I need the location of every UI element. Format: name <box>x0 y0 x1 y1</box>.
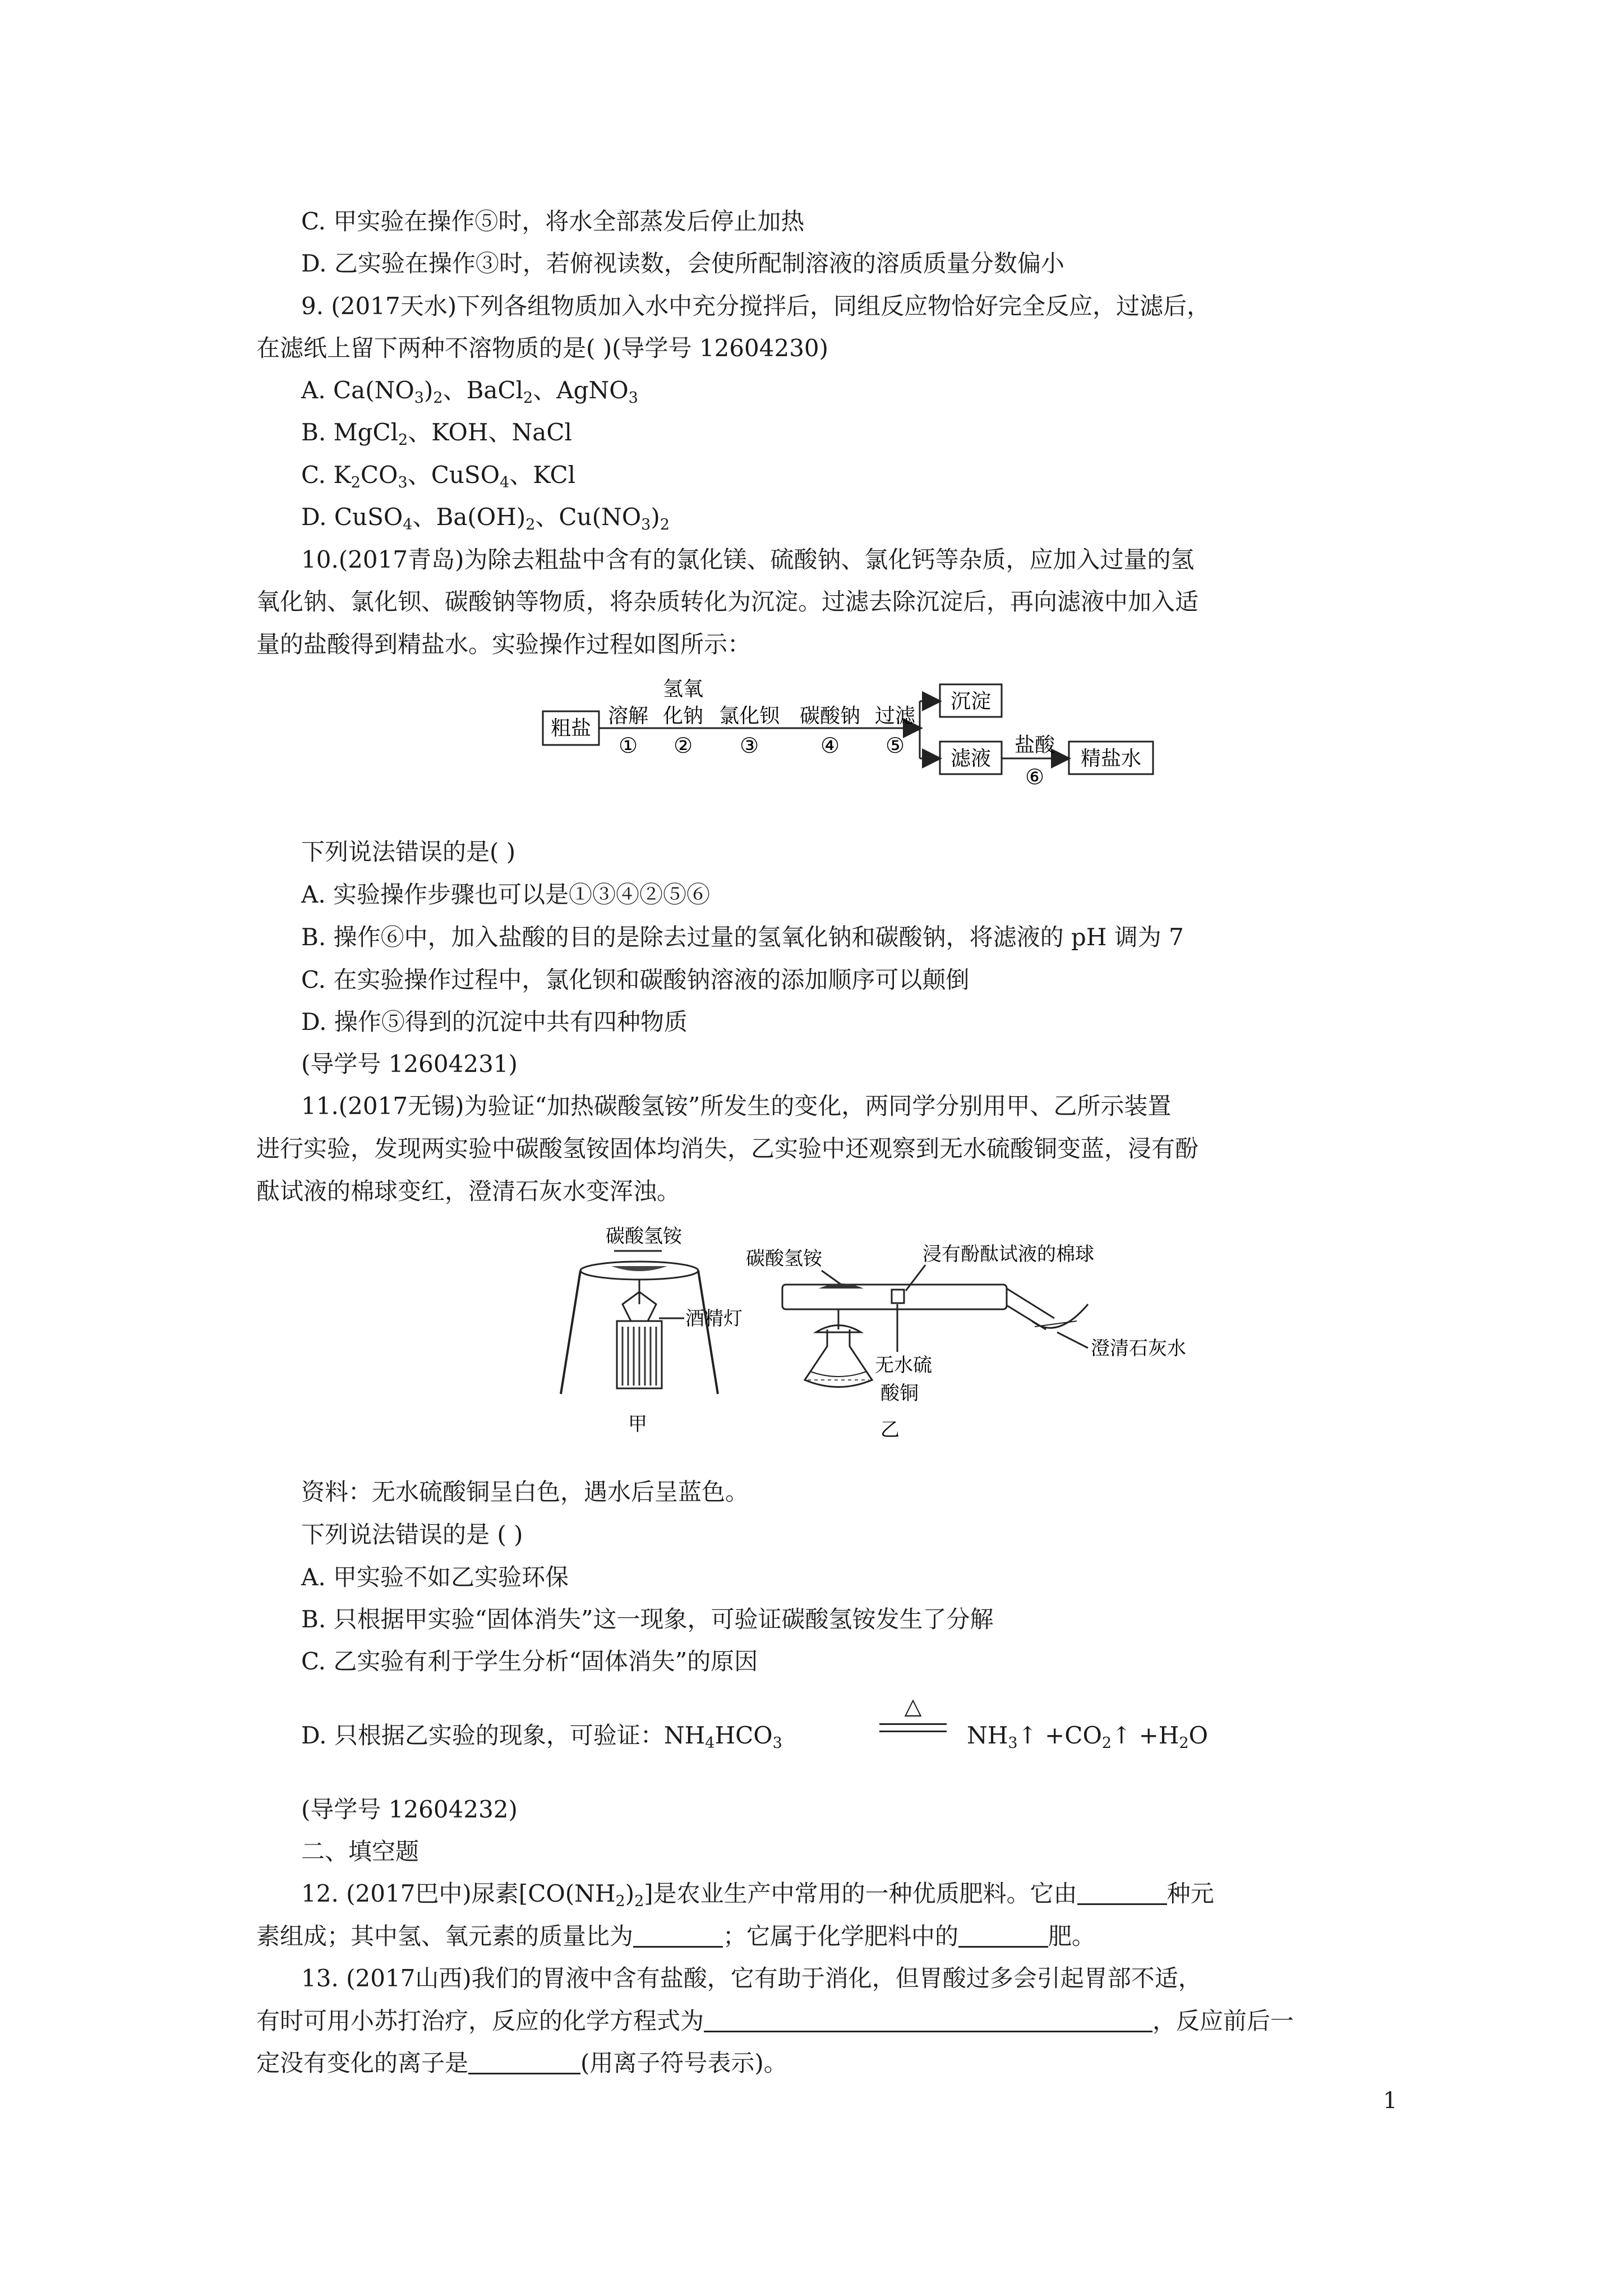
yi-top-label: 碳酸氢铵 <box>746 1248 822 1270</box>
yi-cuso4-label-1: 无水硫 <box>875 1354 932 1377</box>
q12-line2: 素组成；其中氢、氧元素的质量比为 ；它属于化学肥料中的 肥。 <box>256 1922 1096 1950</box>
flow-precipitate-box: 沉淀 <box>950 690 992 713</box>
flow-step3-num: ③ <box>739 733 759 758</box>
page-number: 1 <box>1383 2088 1398 2114</box>
q11-ref: (导学号 12604232) <box>301 1796 518 1823</box>
q12-line1: 12. (2017巴中)尿素$[CO(NH_2)_2]$是农业生产中常用的一种优质肥料。它由 种元 <box>301 1880 1214 1910</box>
q10-ref: (导学号 12604231) <box>301 1050 518 1078</box>
jia-top-label: 碳酸氢铵 <box>606 1225 682 1248</box>
q11-stem-line1: 11.(2017无锡)为验证“加热碳酸氢铵”所发生的变化，两同学分别用甲、乙所示装置 <box>301 1092 1172 1120</box>
q13-line2: 有时可用小苏打治疗，反应的化学方程式为 ，反应前后一 <box>256 2007 1294 2035</box>
flow-step1-num: ① <box>618 733 638 758</box>
q11-question: 下列说法错误的是 ( ) <box>301 1521 523 1548</box>
q9-option-b: B. MgCl$_2$、KOH、NaCl <box>301 418 572 449</box>
q13-line1: 13. (2017山西)我们的胃液中含有盐酸，它有助于消化，但胃酸过多会引起胃部不适， <box>301 1964 1202 1992</box>
yi-cotton-label: 浸有酚酞试液的棉球 <box>923 1243 1094 1266</box>
q12-blank-2[interactable] <box>633 1924 723 1948</box>
q9-option-a: A. $Ca(NO_3)_2$、BaCl$_2$、AgNO$_3$ <box>301 376 638 407</box>
q10-option-b: B. 操作⑥中，加入盐酸的目的是除去过量的氢氧化钠和碳酸钠，将滤液的 pH 调为 7 <box>301 923 1184 951</box>
flow-step2-label-top: 氢氧 <box>662 678 704 701</box>
flow-step2-label: 化钠 <box>662 705 704 728</box>
q10-stem-line2: 氧化钠、氯化钡、碳酸钠等物质，将杂质转化为沉淀。过滤去除沉淀后，再向滤液中加入适 <box>256 588 1199 615</box>
q12-blank-1[interactable] <box>1077 1881 1167 1905</box>
flow-step1-label: 溶解 <box>607 705 649 728</box>
q13-line3: 定没有变化的离子是 (用离子符号表示)。 <box>256 2049 787 2077</box>
flow-step5-num: ⑤ <box>885 733 905 758</box>
flow-step5-label: 过滤 <box>874 705 916 728</box>
flow-step3-label: 氯化钡 <box>718 705 780 728</box>
q13-blank-1[interactable] <box>704 2008 1152 2032</box>
q10-option-d: D. 操作⑤得到的沉淀中共有四种物质 <box>301 1008 688 1036</box>
q10-option-c: C. 在实验操作过程中，氯化钡和碳酸钠溶液的添加顺序可以颠倒 <box>301 966 970 993</box>
q10-question: 下列说法错误的是( ) <box>301 838 516 866</box>
salt-purification-flowchart <box>538 662 1166 808</box>
yi-name: 乙 <box>880 1419 900 1441</box>
q9-option-d: D. CuSO$_4$、$Ba(OH)_2$、$Cu(NO_3)_2$ <box>301 503 670 533</box>
yi-cuso4-label-2: 酸铜 <box>880 1382 919 1405</box>
flow-step4-label: 碳酸钠 <box>799 705 861 728</box>
q11-option-d: D. 只根据乙实验的现象，可验证：$NH_4HCO_3$ <box>301 1722 782 1752</box>
q11-option-b: B. 只根据甲实验“固体消失”这一现象，可验证碳酸氢铵发生了分解 <box>301 1605 994 1633</box>
q8-option-d: D. 乙实验在操作③时，若俯视读数，会使所配制溶液的溶质质量分数偏小 <box>301 250 1064 277</box>
q10-stem-line1: 10.(2017青岛)为除去粗盐中含有的氯化镁、硫酸钠、氯化钙等杂质，应加入过量的氢 <box>301 546 1195 573</box>
q11-info: 资料：无水硫酸铜呈白色，遇水后呈蓝色。 <box>301 1478 749 1506</box>
q9-option-c: C. $K_2CO_3$、CuSO$_4$、KCl <box>301 461 576 491</box>
apparatus-figure <box>538 1220 1200 1456</box>
eq-reactant: NH <box>663 1722 706 1749</box>
flow-step4-num: ④ <box>820 733 840 758</box>
q10-option-a: A. 实验操作步骤也可以是①③④②⑤⑥ <box>301 881 711 908</box>
flow-acid-label: 盐酸 <box>1014 734 1055 757</box>
flow-step2-num: ② <box>673 733 693 758</box>
jia-name: 甲 <box>628 1413 647 1435</box>
q12-blank-3[interactable] <box>958 1924 1048 1948</box>
section-heading: 二、填空题 <box>301 1838 419 1865</box>
q11-stem-line3: 酞试液的棉球变红，澄清石灰水变浑浊。 <box>256 1177 681 1205</box>
q13-blank-2[interactable] <box>468 2050 580 2074</box>
q11-stem-line2: 进行实验，发现两实验中碳酸氢铵固体均消失，乙实验中还观察到无水硫酸铜变蓝，浸有酚 <box>256 1135 1199 1162</box>
q9-stem-line2: 在滤纸上留下两种不溶物质的是( )(导学号 12604230) <box>256 334 829 362</box>
q9-stem-line1: 9. (2017天水)下列各组物质加入水中充分搅拌后，同组反应物恰好完全反应，过滤后， <box>301 292 1211 320</box>
flow-final-box: 精盐水 <box>1080 747 1142 770</box>
flow-start-box: 粗盐 <box>550 717 592 740</box>
eq-products: $NH_3↑$ $+CO_2↑ +H_2O$ <box>967 1722 1209 1752</box>
q11-option-a: A. 甲实验不如乙实验环保 <box>301 1563 569 1591</box>
q10-stem-line3: 量的盐酸得到精盐水。实验操作过程如图所示： <box>256 631 751 658</box>
flow-acid-num: ⑥ <box>1025 765 1045 789</box>
q8-option-c: C. 甲实验在操作⑤时，将水全部蒸发后停止加热 <box>301 208 805 235</box>
eq-heat-condition: △ <box>879 1694 947 1732</box>
yi-lime-label: 澄清石灰水 <box>1091 1337 1186 1360</box>
q11-option-c: C. 乙实验有利于学生分析“固体消失”的原因 <box>301 1648 758 1675</box>
jia-lamp-label: 酒精灯 <box>685 1308 743 1330</box>
flow-filtrate-box: 滤液 <box>950 747 992 770</box>
